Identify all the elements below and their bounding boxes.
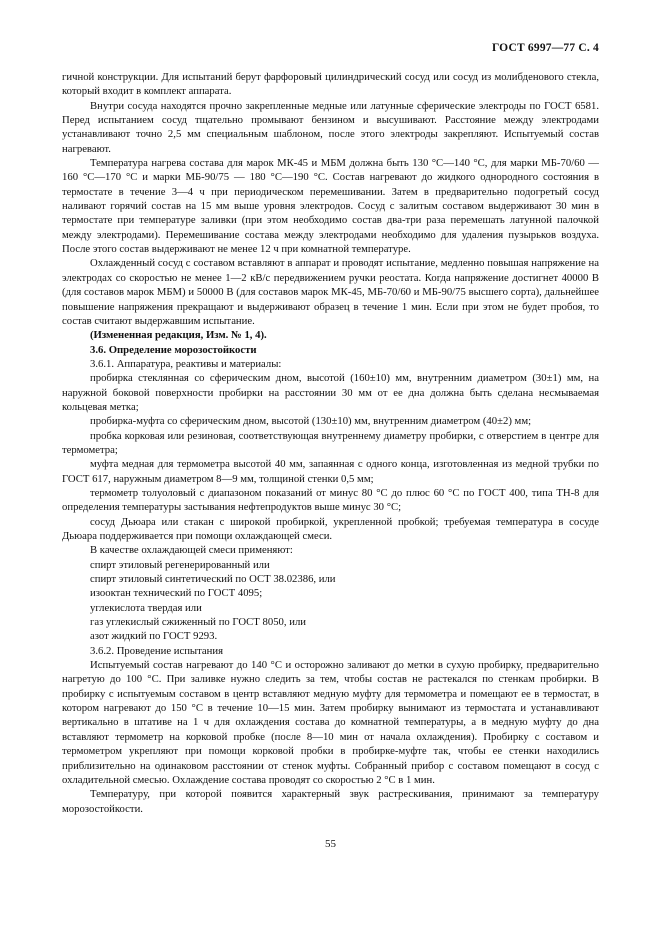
paragraph: сосуд Дьюара или стакан с широкой пробиркой, укрепленной пробкой; требуемая температура в сосуде Дьюара поддерживается при помощи охлаждающей смеси. [62, 515, 599, 542]
paragraph: (Измененная редакция, Изм. № 1, 4). [90, 329, 267, 342]
paragraph: изооктан технический по ГОСТ 4095; [90, 587, 263, 600]
paragraph: Внутри сосуда находятся прочно закрепленные медные или латунные сферические электроды по ГОСТ 6581. Перед испытанием сосуд тщательно промывают бензином и высушивают. Расстояние между электродами устанавливают точно 2,5 мм специальным шаблоном, после этого электроды закрепляют. Испытуемый состав нагревают. [62, 99, 599, 155]
paragraph: газ углекислый сжиженный по ГОСТ 8050, или [90, 616, 307, 629]
paragraph: углекислота твердая или [90, 601, 202, 614]
paragraph: 3.6.1. Аппаратура, реактивы и материалы: [90, 357, 282, 370]
paragraph: гичной конструкции. Для испытаний берут фарфоровый цилиндрический сосуд или сосуд из молибденового стекла, который входит в комплект аппарата. [62, 71, 599, 98]
paragraph: пробирка-муфта со сферическим дном, высотой (130±10) мм, внутренним диаметром (40±2) мм; [90, 415, 532, 428]
paragraph: Температуру, при которой появится характерный звук растрескивания, принимают за температуру морозостойкости. [62, 788, 599, 815]
paragraph: Охлажденный сосуд с составом вставляют в аппарат и проводят испытание, медленно повышая напряжение на электродах со скоростью не менее 1—2 кВ/с передвижением ручки реостата. Когда напряжение достигнет 40000 В (для составов марок МБМ) и 50000 В (для составов марок МК-45, МБ-70/60 и МБ-90/75 высшего сорта), дальнейшее повышение напряжения прекращают и выдерживают образец в течение 1 мин. Если при этом не будет пробоя, то состав считают выдержавшим испытание. [62, 257, 599, 327]
paragraph: азот жидкий по ГОСТ 9293. [90, 630, 218, 643]
paragraph: пробирка стеклянная со сферическим дном, высотой (160±10) мм, внутренним диаметром (30±1) мм, на наружной боковой поверхности пробирки на расстоянии 30 мм от ее дна должна быть сделана несмываемая кольцевая метка; [62, 372, 599, 413]
paragraph: пробка корковая или резиновая, соответствующая внутреннему диаметру пробирки, с отверстием в центре для термометра; [62, 429, 599, 456]
paragraph: термометр толуоловый с диапазоном показаний от минус 80 °С до плюс 60 °С по ГОСТ 400, типа ТН-8 для определения температуры застывания нефтепродуктов выше минус 30 °С; [62, 486, 599, 514]
paragraph: В качестве охлаждающей смеси применяют: [90, 544, 293, 557]
paragraph: Испытуемый состав нагревают до 140 °С и осторожно заливают до метки в сухую пробирку, предварительно нагретую до 100 °С. При заливке нужно следить за тем, чтобы состав не растекался по стенкам пробирки. В пробирку с испытуемым составом в центр вставляют медную муфту для термометра и помещают ее в термостат, в котором нагревают до 150 °С в течение 10—15 мин. Затем пробирку вынимают из термостата и устанавливают вертикально в штативе на 1 ч для охлаждения состава до комнатной температуры, а в медную муфту до дна вставляют термометр на корковой пробке (после 8—10 мин от начала охлаждения). Пробирку с составом и термометром укрепляют при помощи корковой пробки в пробирке-муфте так, чтобы ее стенки находились приблизительно на одинаковом расстоянии от стенок муфты. Собранный прибор с составом помещают в сосуд с охладительной смесью. Охлаждение состава проводят со скоростью 2 °С в 1 мин. [62, 659, 599, 786]
paragraph: Температура нагрева состава для марок МК-45 и МБМ должна быть 130 °С—140 °С, для марки МБ-70/60 — 160 °С—170 °С и марки МБ-90/75 — 180 °С—190 °С. Состав нагревают до жидкого однородного состояния в термостате в течение 3—4 ч при периодическом перемешивании. Затем в предварительно подогретый сосуд наливают горячий состав на 15 мм выше уровня электродов. Сосуд с залитым составом выдерживают 30 мин в термостате при температуре заливки (при этом необходимо состав два-три раза перемешать латунной палочкой между электродами). Перемешивание состава между электродами необходимо для удаления пузырьков воздуха. После этого состав выдерживают не менее 12 ч при комнатной температуре. [62, 157, 599, 256]
paragraph: спирт этиловый регенерированный или [90, 558, 270, 571]
page-number: 55 [325, 838, 336, 850]
page-header: ГОСТ 6997—77 С. 4 [491, 42, 599, 54]
document-body [62, 70, 599, 816]
paragraph: 3.6. Определение морозостойкости [90, 343, 257, 356]
paragraph: спирт этиловый синтетический по ОСТ 38.02386, или [90, 573, 336, 586]
paragraph: муфта медная для термометра высотой 40 мм, запаянная с одного конца, изготовленная из медной трубки по ГОСТ 617, наружным диаметром 8—9 мм, толщиной стенки 0,5 мм; [62, 458, 599, 485]
paragraph: 3.6.2. Проведение испытания [90, 644, 224, 657]
